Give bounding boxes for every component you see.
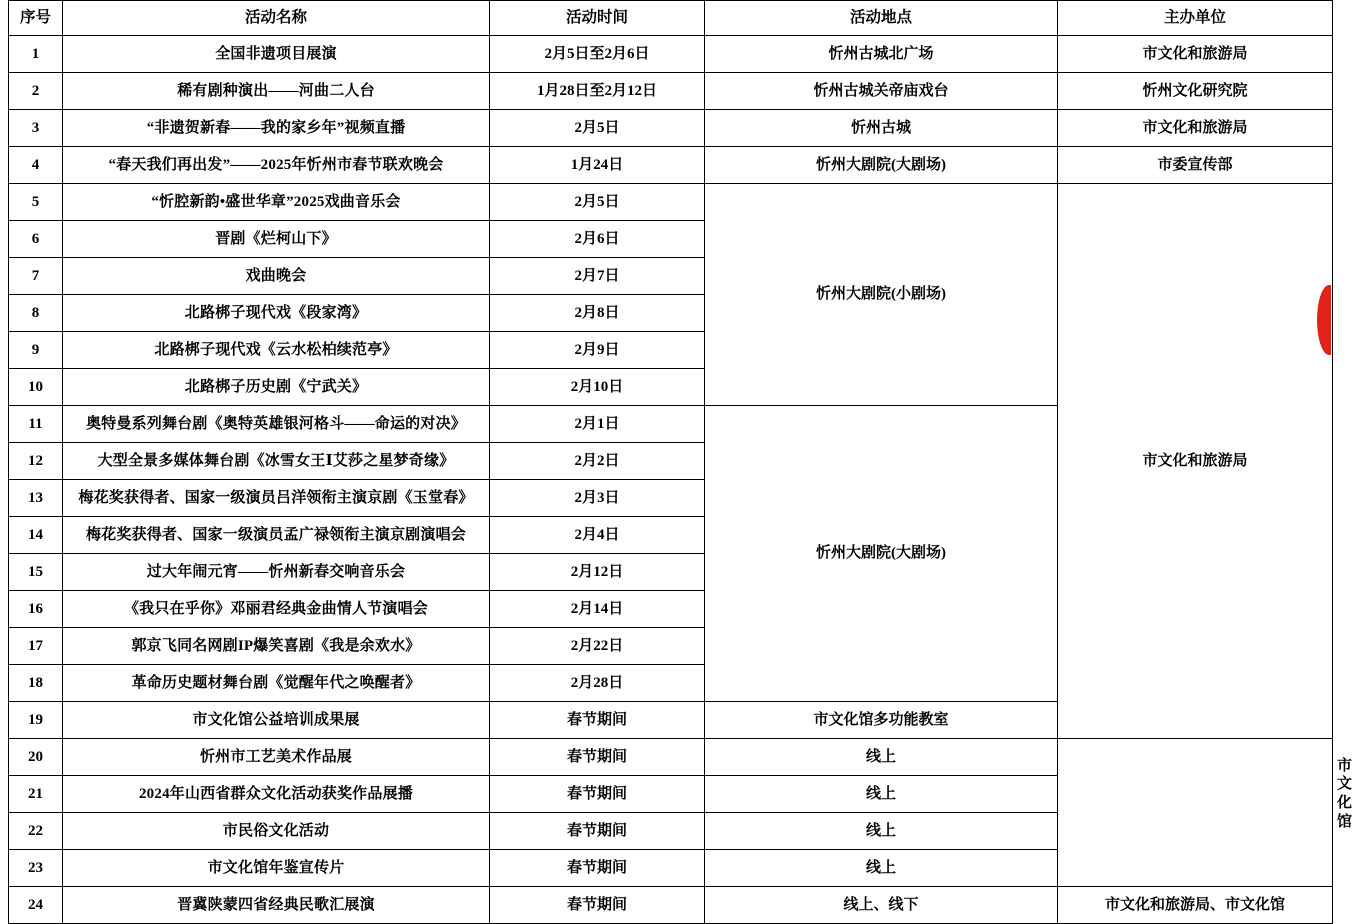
table-row <box>9 739 1333 776</box>
cell-name: “春天我们再出发”——2025年忻州市春节联欢晚会 <box>63 147 490 184</box>
cell-seq: 17 <box>9 628 63 665</box>
cell-name: “忻腔新韵•盛世华章”2025戏曲音乐会 <box>63 184 490 221</box>
cell-seq: 3 <box>9 110 63 147</box>
cell-org: 市文化和旅游局 <box>1058 184 1333 739</box>
cell-place: 线上 <box>705 813 1058 850</box>
cell-place: 线上 <box>705 776 1058 813</box>
cell-time: 2月14日 <box>490 591 705 628</box>
cell-seq: 14 <box>9 517 63 554</box>
cell-name: 大型全景多媒体舞台剧《冰雪女王Ⅰ艾莎之星梦奇缘》 <box>63 443 490 480</box>
cell-time: 2月3日 <box>490 480 705 517</box>
cell-time: 2月12日 <box>490 554 705 591</box>
cell-org: 忻州文化研究院 <box>1058 73 1333 110</box>
cell-seq: 22 <box>9 813 63 850</box>
cell-time: 2月5日至2月6日 <box>490 36 705 73</box>
table-row <box>9 850 1333 887</box>
cell-time: 1月28日至2月12日 <box>490 73 705 110</box>
cell-time: 1月24日 <box>490 147 705 184</box>
cell-seq: 21 <box>9 776 63 813</box>
cell-place: 忻州大剧院(大剧场) <box>705 406 1058 702</box>
cell-time: 2月5日 <box>490 110 705 147</box>
cell-name: 全国非遗项目展演 <box>63 36 490 73</box>
cell-name: 晋剧《烂柯山下》 <box>63 221 490 258</box>
table-row <box>9 110 1333 147</box>
cell-place: 忻州大剧院(大剧场) <box>705 147 1058 184</box>
cell-time: 2月1日 <box>490 406 705 443</box>
cell-seq: 4 <box>9 147 63 184</box>
cell-org: 市文化和旅游局 <box>1058 110 1333 147</box>
cell-name: 梅花奖获得者、国家一级演员吕洋领衔主演京剧《玉堂春》 <box>63 480 490 517</box>
cell-seq: 11 <box>9 406 63 443</box>
cell-place: 线上、线下 <box>705 887 1058 924</box>
cell-place: 忻州古城 <box>705 110 1058 147</box>
cell-name: 《我只在乎你》邓丽君经典金曲情人节演唱会 <box>63 591 490 628</box>
column-header-time: 活动时间 <box>490 1 705 36</box>
cell-name: 市文化馆公益培训成果展 <box>63 702 490 739</box>
cell-seq: 2 <box>9 73 63 110</box>
cell-time: 春节期间 <box>490 776 705 813</box>
cell-time: 春节期间 <box>490 813 705 850</box>
column-header-seq: 序号 <box>9 1 63 36</box>
cell-name: 北路梆子现代戏《段家湾》 <box>63 295 490 332</box>
cell-name: 2024年山西省群众文化活动获奖作品展播 <box>63 776 490 813</box>
cell-time: 2月22日 <box>490 628 705 665</box>
cell-time: 春节期间 <box>490 702 705 739</box>
cell-time: 2月6日 <box>490 221 705 258</box>
cell-seq: 16 <box>9 591 63 628</box>
cell-org: 市委宣传部 <box>1058 147 1333 184</box>
cell-time: 春节期间 <box>490 887 705 924</box>
cell-name: 稀有剧种演出——河曲二人台 <box>63 73 490 110</box>
table-row <box>9 887 1333 924</box>
cell-seq: 13 <box>9 480 63 517</box>
cell-name: 郭京飞同名网剧IP爆笑喜剧《我是余欢水》 <box>63 628 490 665</box>
cell-name: 过大年闹元宵——忻州新春交响音乐会 <box>63 554 490 591</box>
table-row <box>9 184 1333 221</box>
cell-name: 北路梆子历史剧《宁武关》 <box>63 369 490 406</box>
cell-name: 市文化馆年鉴宣传片 <box>63 850 490 887</box>
cell-seq: 24 <box>9 887 63 924</box>
cell-time: 2月5日 <box>490 184 705 221</box>
cell-seq: 7 <box>9 258 63 295</box>
cell-seq: 5 <box>9 184 63 221</box>
cell-time: 2月7日 <box>490 258 705 295</box>
cell-time: 春节期间 <box>490 739 705 776</box>
cell-name: 革命历史题材舞台剧《觉醒年代之唤醒者》 <box>63 665 490 702</box>
cell-name: 市民俗文化活动 <box>63 813 490 850</box>
column-header-place: 活动地点 <box>705 1 1058 36</box>
table-row <box>9 73 1333 110</box>
cell-seq: 15 <box>9 554 63 591</box>
cell-name: 北路梆子现代戏《云水松柏续范亭》 <box>63 332 490 369</box>
table-row <box>9 813 1333 850</box>
table-row <box>9 776 1333 813</box>
cell-seq: 23 <box>9 850 63 887</box>
table-body <box>9 36 1352 924</box>
cell-time: 2月2日 <box>490 443 705 480</box>
cell-time: 2月8日 <box>490 295 705 332</box>
cell-seq: 1 <box>9 36 63 73</box>
cell-seq: 20 <box>9 739 63 776</box>
column-header-name: 活动名称 <box>63 1 490 36</box>
table-header <box>9 1 1333 36</box>
cell-seq: 10 <box>9 369 63 406</box>
cell-place: 忻州古城关帝庙戏台 <box>705 73 1058 110</box>
cell-name: 奥特曼系列舞台剧《奥特英雄银河格斗——命运的对决》 <box>63 406 490 443</box>
table-row: 19 市文化馆公益培训成果展 春节期间 市文化馆多功能教室 市文化馆 <box>9 702 1333 739</box>
cell-seq: 12 <box>9 443 63 480</box>
cell-seq: 19 <box>9 702 63 739</box>
cell-place: 忻州古城北广场 <box>705 36 1058 73</box>
cell-seq: 9 <box>9 332 63 369</box>
cell-place: 市文化馆多功能教室 <box>705 702 1058 739</box>
cell-time: 2月9日 <box>490 332 705 369</box>
cell-time: 2月4日 <box>490 517 705 554</box>
cell-name: 忻州市工艺美术作品展 <box>63 739 490 776</box>
cell-name: 戏曲晚会 <box>63 258 490 295</box>
cell-name: 晋冀陕蒙四省经典民歌汇展演 <box>63 887 490 924</box>
cell-seq: 6 <box>9 221 63 258</box>
cell-seq: 18 <box>9 665 63 702</box>
activity-schedule-table <box>8 0 1352 924</box>
table-row <box>9 36 1333 73</box>
cell-org: 市文化和旅游局 <box>1058 36 1333 73</box>
cell-name: 梅花奖获得者、国家一级演员孟广禄领衔主演京剧演唱会 <box>63 517 490 554</box>
cell-place: 线上 <box>705 739 1058 776</box>
table-row <box>9 147 1333 184</box>
cell-time: 2月10日 <box>490 369 705 406</box>
cell-org: 市文化和旅游局、市文化馆 <box>1058 887 1333 924</box>
cell-place: 忻州大剧院(小剧场) <box>705 184 1058 406</box>
column-header-org: 主办单位 <box>1058 1 1333 36</box>
cell-name: “非遗贺新春——我的家乡年”视频直播 <box>63 110 490 147</box>
table-header-row <box>9 1 1333 36</box>
cell-time: 春节期间 <box>490 850 705 887</box>
cell-time: 2月28日 <box>490 665 705 702</box>
cell-place: 线上 <box>705 850 1058 887</box>
cell-seq: 8 <box>9 295 63 332</box>
